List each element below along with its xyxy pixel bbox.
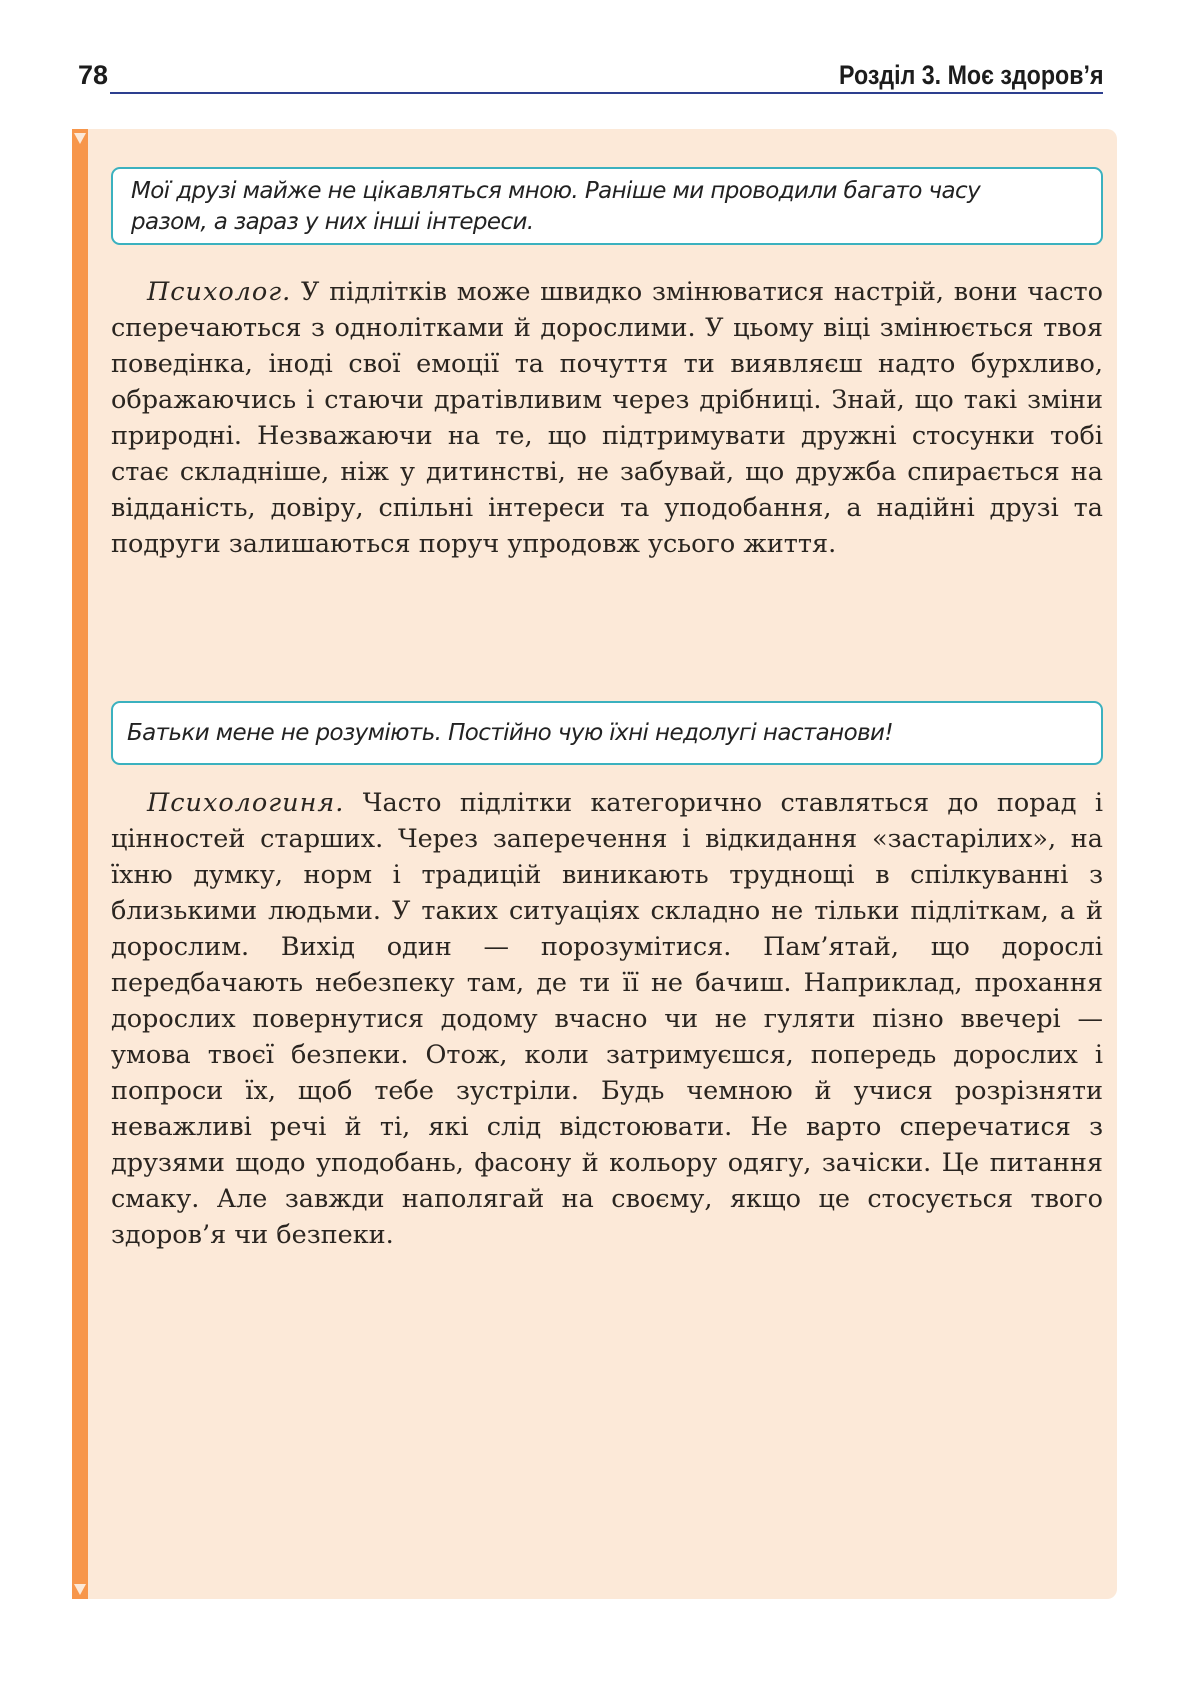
psychologist-female-answer: [111, 785, 1103, 1253]
speech-line: разом, а зараз у них інші інтереси.: [131, 209, 534, 235]
header-rule: [110, 92, 1103, 94]
triangle-down-icon: [74, 1584, 86, 1595]
page-header: [78, 56, 1103, 96]
speaker-label: Психологиня.: [147, 788, 345, 818]
answer-text: Часто підлітки категорично ставляться до порад і цінностей старших. Через заперечення і відкидання «застарілих», на їхню думку, норм і традицій виникають труднощі в спілкуванні з близькими людьми. У таких ситуаціях складно не тільки підліткам, а й дорослим. Вихід один — порозумітися. Пам’ятай, що дорослі передбачають небезпеку там, де ти її не бачиш. Наприклад, прохання дорослих повернутися додому вчасно чи не гуляти пізно ввечері — умова твоєї безпеки. Отож, коли затримуєшся, попередь дорослих і попроси їх, щоб тебе зустріли. Будь чемною й учися розрізняти неважливі речі й ті, які слід відстоювати. Не варто сперечатися з друзями щодо уподобань, фасону й кольору одягу, зачіски. Це питання смаку. Але завжди наполягай на своєму, якщо це стосується твого здоров’я чи безпеки.: [111, 788, 1103, 1250]
speaker-label: Психолог.: [147, 277, 292, 307]
answer-text: У підлітків може швидко змінюватися настрій, вони часто сперечаються з однолітками й дорослими. У цьому віці змінюється твоя поведінка, іноді свої емоції та почуття ти виявляєш надто бурхливо, ображаючись і стаючи дратівливим через дрібниці. Знай, що такі зміни природні. Незважаючи на те, що підтримувати дружні стосунки тобі стає складніше, ніж у дитинстві, не забувай, що дружба спирається на відданість, довіру, спільні інтереси та уподобання, а надійні друзі та подруги залишаються поруч упродовж усього життя.: [111, 277, 1103, 559]
speech-box-parents: [111, 701, 1103, 765]
chapter-title: Розділ 3. Моє здоров’я: [838, 60, 1103, 90]
side-bar: [72, 129, 88, 1599]
speech-line: Мої друзі майже не цікавляться мною. Раніше ми проводили багато часу: [131, 178, 981, 204]
triangle-down-icon: [74, 133, 86, 144]
speech-line: Батьки мене не розуміють. Постійно чую їхні недолугі настанови!: [127, 720, 894, 746]
page-number: 78: [78, 60, 109, 90]
psychologist-answer: [111, 274, 1103, 562]
speech-box-friends: [111, 167, 1103, 245]
